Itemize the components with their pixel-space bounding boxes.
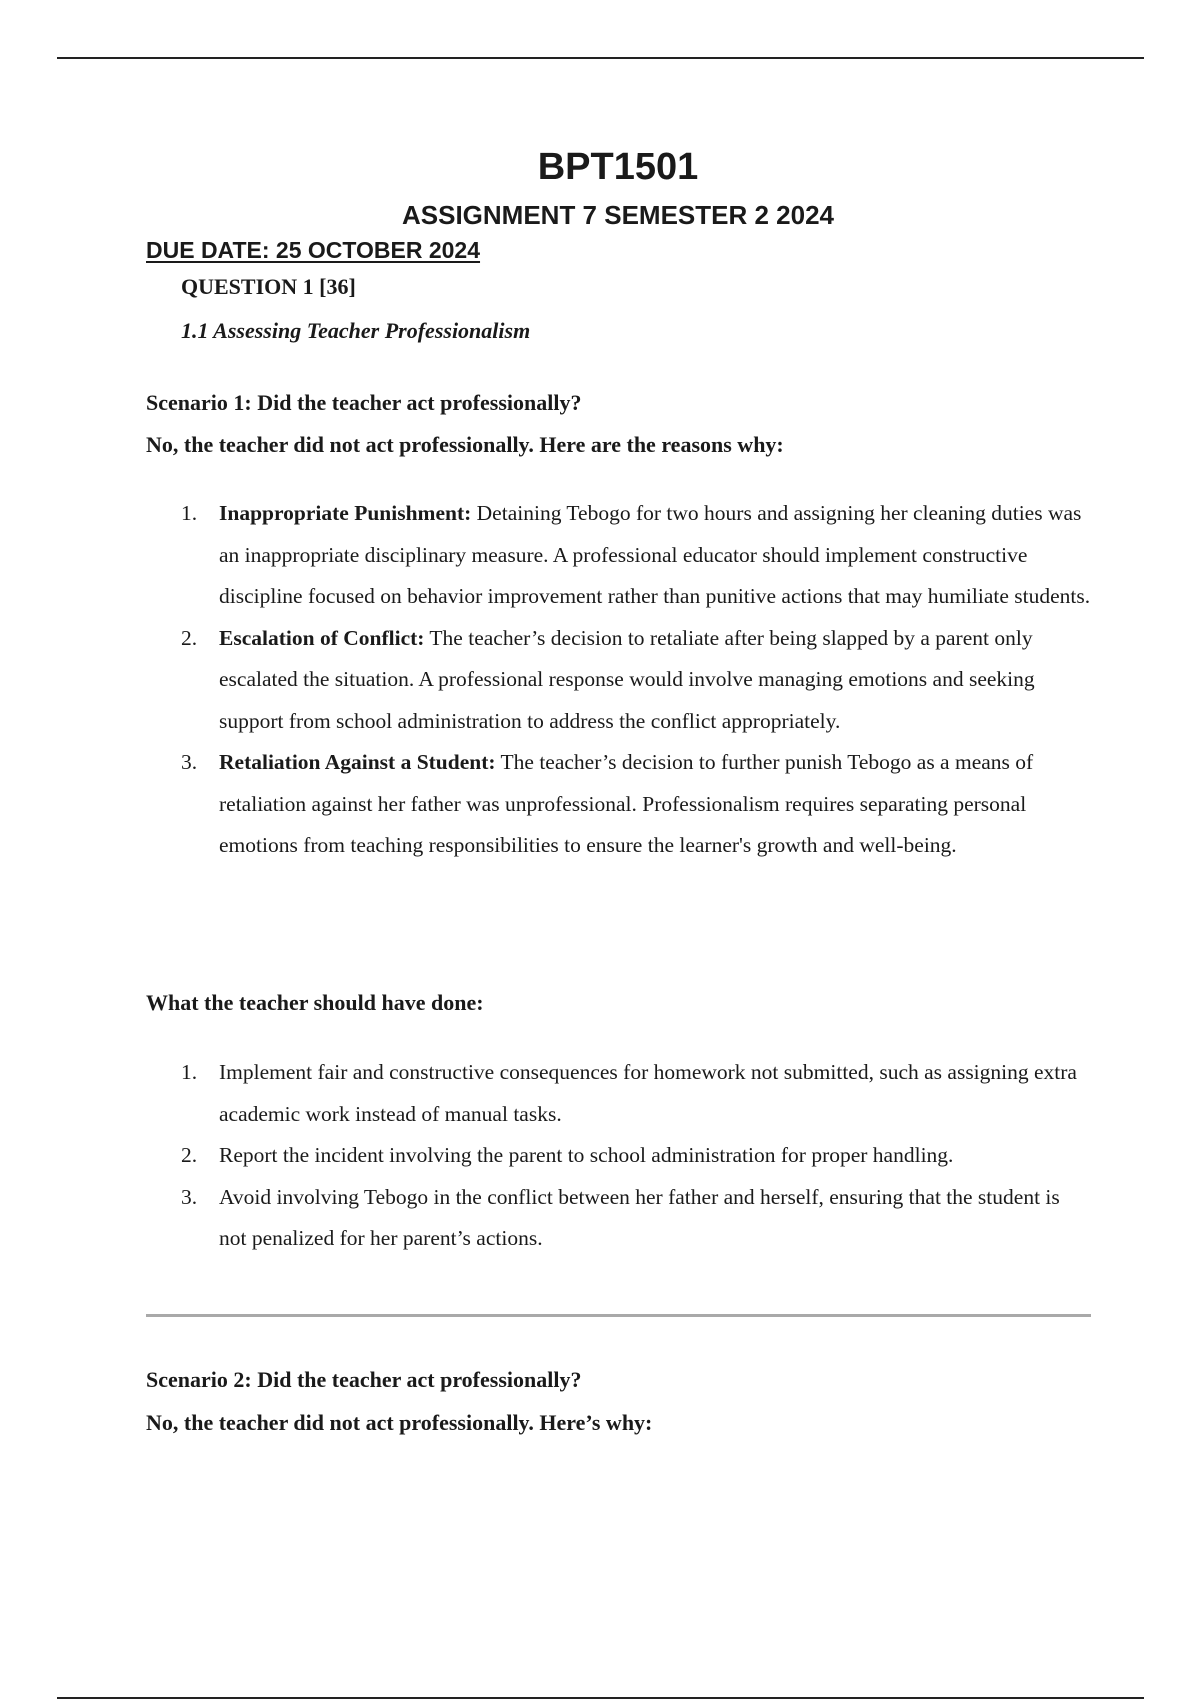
question-heading: QUESTION 1 [36]	[181, 274, 356, 299]
reason-text: The teacher’s decision to further punish Tebogo as a means of retaliation against her father was unprofessional. Professionalism requires separating personal emotions from teaching responsibilities to ensure the learner's growth and well-being.	[219, 750, 1034, 857]
page-top-rule	[57, 57, 1144, 59]
scenario-2-answer: No, the teacher did not act professionally. Here’s why:	[146, 1410, 653, 1435]
list-number: 1.	[181, 501, 198, 525]
section-divider	[146, 1314, 1091, 1317]
scenario-1-reasons-list	[181, 493, 1091, 867]
list-number: 3.	[181, 1184, 198, 1209]
scenario-1-heading: Scenario 1: Did the teacher act professionally?	[146, 390, 582, 415]
list-item-text: Report the incident involving the parent to school administration for proper handling.	[219, 1143, 954, 1167]
list-number: 2.	[181, 625, 198, 650]
scenario-1-answer: No, the teacher did not act professionally. Here are the reasons why:	[146, 432, 784, 457]
due-date: DUE DATE: 25 OCTOBER 2024	[146, 237, 481, 263]
list-item-text: Avoid involving Tebogo in the conflict between her father and herself, ensuring that the student is not penalized for her parent’s actions.	[219, 1184, 1060, 1250]
reason-lead: Inappropriate Punishment:	[219, 501, 472, 525]
reason-text: The teacher’s decision to retaliate after being slapped by a parent only escalated the situation. A professional response would involve managing emotions and seeking support from school administration to address the conflict appropriately.	[219, 625, 1035, 733]
should-have-done-heading: What the teacher should have done:	[146, 990, 484, 1015]
list-item	[181, 1177, 1091, 1260]
reason-text: Detaining Tebogo for two hours and assigning her cleaning duties was an inappropriate disciplinary measure. A professional educator should implement constructive discipline focused on behavior improvement rather than punitive actions that may humiliate students.	[219, 501, 1091, 608]
reason-lead: Retaliation Against a Student:	[219, 750, 496, 774]
list-item	[181, 1135, 1091, 1177]
page-bottom-rule	[57, 1697, 1144, 1699]
list-item	[181, 742, 1091, 867]
scenario-2-heading: Scenario 2: Did the teacher act professionally?	[146, 1367, 582, 1392]
list-number: 1.	[181, 1060, 198, 1084]
section-title: 1.1 Assessing Teacher Professionalism	[181, 318, 531, 343]
list-item	[181, 493, 1091, 618]
list-item-text: Implement fair and constructive consequences for homework not submitted, such as assigning extra academic work instead of manual tasks.	[219, 1060, 1077, 1126]
should-have-done-list	[181, 1052, 1091, 1260]
course-code-title: BPT1501	[537, 146, 699, 188]
list-item	[181, 618, 1091, 743]
list-number: 3.	[181, 750, 198, 774]
list-number: 2.	[181, 1143, 198, 1167]
reason-lead: Escalation of Conflict:	[219, 625, 425, 650]
assignment-subtitle: ASSIGNMENT 7 SEMESTER 2 2024	[401, 200, 835, 230]
list-item	[181, 1052, 1091, 1135]
